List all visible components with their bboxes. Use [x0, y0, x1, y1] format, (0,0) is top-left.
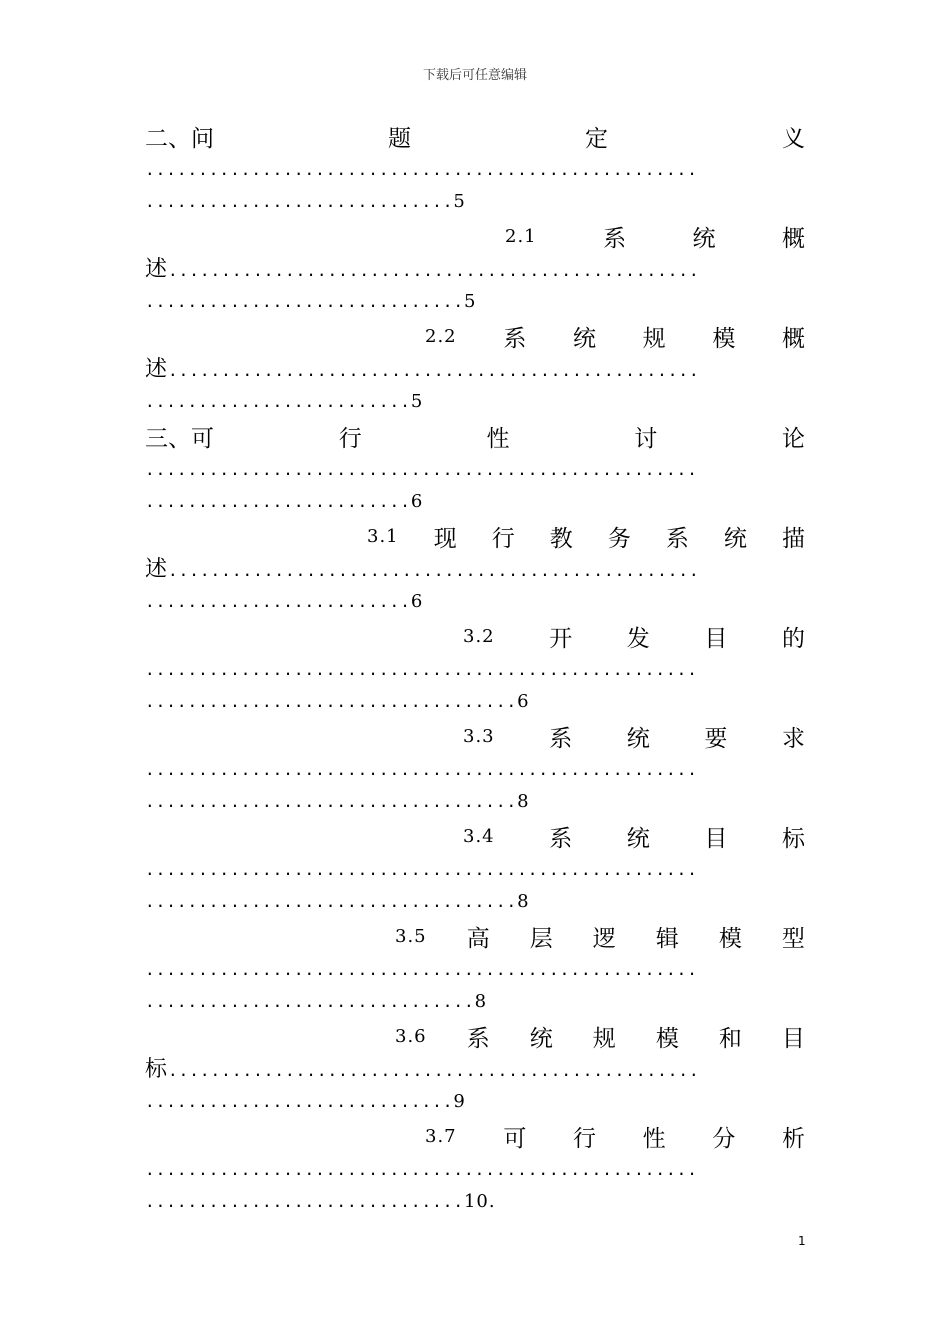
toc-title-char: 的 — [781, 625, 805, 652]
toc-title-char: 要 — [704, 725, 728, 752]
toc-title-char: 统 — [723, 525, 747, 552]
toc-leader-dots: .............................9 — [145, 1091, 466, 1112]
toc-title-char: 系 — [503, 325, 527, 352]
toc-title-char: 务 — [607, 525, 631, 552]
toc-page-number: 5 — [410, 391, 424, 412]
toc-page-number: 5 — [453, 191, 466, 212]
toc-entry-number: 3.1 — [367, 525, 399, 547]
toc-title-tail: 标 — [145, 1057, 169, 1082]
toc-title-char: 教 — [549, 525, 573, 552]
toc-title-char: 辑 — [655, 925, 679, 952]
toc-entry-title — [145, 118, 805, 154]
toc-entry-number: 2.2 — [425, 325, 457, 347]
toc-title-char: 描 — [781, 525, 805, 552]
toc-leader-dots: .................................................... — [145, 660, 698, 679]
toc-leader-dots: ...............................8 — [145, 991, 488, 1012]
toc-title-char: 系 — [549, 825, 573, 852]
toc-entry-title — [145, 1118, 805, 1154]
toc-title-char: 统 — [529, 1025, 553, 1052]
toc-title-char: 统 — [626, 825, 650, 852]
toc-leader-dots: .........................6 — [145, 591, 424, 612]
toc-leader-dots: .................................................... — [145, 460, 698, 479]
toc-entry-number: 3.5 — [395, 925, 427, 947]
toc-leader-dots: .................................................... — [145, 960, 698, 979]
toc-entry-number: 3.4 — [463, 825, 495, 847]
toc-title-char: 概 — [782, 225, 805, 252]
toc-entry-title — [145, 1018, 805, 1054]
toc-title-char: 目 — [781, 1025, 805, 1052]
toc-title-char: 发 — [626, 625, 650, 652]
toc-title-char: 行 — [572, 1125, 596, 1152]
toc-title-tail: 述 — [145, 557, 169, 582]
toc-title-char: 统 — [626, 725, 650, 752]
toc-leader-dots: ..............................5 — [145, 291, 477, 312]
toc-title-char: 论 — [782, 425, 805, 452]
toc-entry[interactable] — [145, 518, 805, 618]
toc-title-char: 逻 — [592, 925, 616, 952]
toc-page-number: 8 — [517, 891, 530, 912]
toc-entry[interactable] — [145, 118, 805, 218]
toc-title-char: 统 — [692, 225, 716, 252]
toc-title-char: 系 — [466, 1025, 490, 1052]
toc-entry-number: 2.1 — [505, 225, 537, 247]
toc-title-char: 高 — [466, 925, 490, 952]
toc-title-char: 模 — [718, 925, 742, 952]
toc-entry[interactable] — [145, 718, 805, 818]
toc-entry-title — [145, 318, 805, 354]
toc-entry-title — [145, 618, 805, 654]
toc-entry-title — [145, 918, 805, 954]
toc-leader-dots: 述.................................................. — [145, 257, 700, 282]
toc-entry[interactable] — [145, 918, 805, 1018]
toc-page-number: 6 — [410, 591, 424, 612]
toc-entry[interactable] — [145, 618, 805, 718]
toc-title-char: 二、问 — [145, 125, 214, 152]
toc-entry[interactable] — [145, 318, 805, 418]
toc-title-char: 分 — [712, 1125, 736, 1152]
page-number: 1 — [798, 1234, 806, 1248]
toc-title-char: 性 — [642, 1125, 666, 1152]
toc-title-char: 目 — [704, 825, 728, 852]
toc-entry-title — [145, 418, 805, 454]
toc-entry-title — [145, 518, 805, 554]
toc-entry[interactable] — [145, 418, 805, 518]
page-header: 下载后可任意编辑 — [422, 68, 527, 83]
toc-title-char: 三、可 — [145, 425, 214, 452]
toc-title-char: 规 — [592, 1025, 616, 1052]
toc-title-char: 行 — [338, 425, 362, 452]
toc-entry-title — [145, 718, 805, 754]
toc-title-char: 定 — [585, 125, 608, 152]
toc-page-number: 9 — [453, 1091, 466, 1112]
toc-title-char: 讨 — [634, 425, 658, 452]
toc-title-char: 求 — [781, 725, 805, 752]
toc-entry-number: 3.3 — [463, 725, 495, 747]
toc-title-tail: 述 — [145, 357, 169, 382]
toc-leader-dots: .................................................... — [145, 160, 698, 179]
toc-entry-number: 3.6 — [395, 1025, 427, 1047]
toc-title-char: 层 — [529, 925, 553, 952]
toc-page-number: 8 — [517, 791, 530, 812]
toc-entry-title — [145, 218, 805, 254]
toc-leader-dots: .............................5 — [145, 191, 466, 212]
toc-leader-dots: .................................................... — [145, 760, 698, 779]
toc-title-char: 模 — [655, 1025, 679, 1052]
toc-title-char: 现 — [433, 525, 457, 552]
toc-page-number: 8 — [474, 991, 488, 1012]
toc-title-char: 析 — [782, 1125, 805, 1152]
table-of-contents — [145, 118, 805, 1218]
toc-title-char: 型 — [781, 925, 805, 952]
toc-title-char: 统 — [572, 325, 596, 352]
toc-leader-dots: .........................6 — [145, 491, 424, 512]
toc-title-char: 可 — [503, 1125, 527, 1152]
toc-title-char: 开 — [549, 625, 573, 652]
toc-title-char: 概 — [782, 325, 805, 352]
toc-entry-number: 3.2 — [463, 625, 495, 647]
toc-page-number: 10. — [463, 1191, 496, 1212]
toc-leader-dots: ..............................10. — [145, 1191, 496, 1212]
toc-leader-dots: ...................................8 — [145, 891, 530, 912]
toc-title-char: 题 — [388, 125, 411, 152]
toc-title-char: 标 — [781, 825, 805, 852]
toc-page-number: 6 — [410, 491, 424, 512]
toc-leader-dots: .................................................... — [145, 1160, 698, 1179]
toc-entry[interactable] — [145, 1018, 805, 1118]
toc-leader-dots: 标.................................................. — [145, 1057, 700, 1082]
toc-title-char: 目 — [704, 625, 728, 652]
toc-entry-title — [145, 818, 805, 854]
toc-title-char: 行 — [491, 525, 515, 552]
toc-title-char: 义 — [782, 125, 805, 152]
toc-leader-dots: 述.................................................. — [145, 557, 700, 582]
toc-title-char: 和 — [718, 1025, 742, 1052]
toc-leader-dots: 述.................................................. — [145, 357, 700, 382]
toc-title-char: 性 — [486, 425, 510, 452]
toc-entry[interactable] — [145, 1118, 805, 1218]
toc-leader-dots: ...................................6 — [145, 691, 530, 712]
toc-leader-dots: .................................................... — [145, 860, 698, 879]
toc-leader-dots: ...................................8 — [145, 791, 530, 812]
toc-entry[interactable] — [145, 818, 805, 918]
toc-title-tail: 述 — [145, 257, 169, 282]
toc-leader-dots: .........................5 — [145, 391, 424, 412]
toc-title-char: 系 — [603, 225, 627, 252]
toc-title-char: 规 — [642, 325, 666, 352]
toc-title-char: 系 — [665, 525, 689, 552]
toc-page-number: 5 — [463, 291, 477, 312]
toc-page-number: 6 — [517, 691, 530, 712]
toc-entry-number: 3.7 — [425, 1125, 457, 1147]
toc-title-char: 模 — [712, 325, 736, 352]
toc-entry[interactable] — [145, 218, 805, 318]
toc-title-char: 系 — [549, 725, 573, 752]
